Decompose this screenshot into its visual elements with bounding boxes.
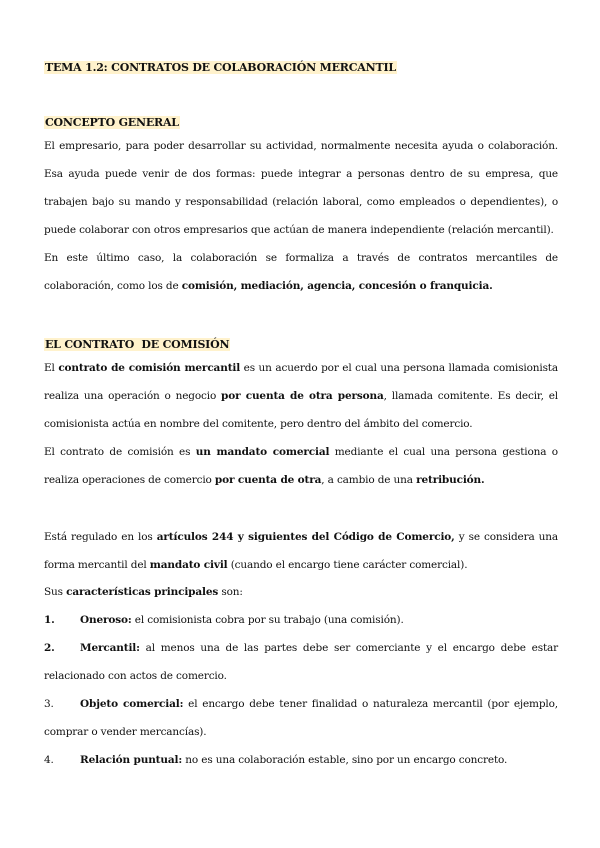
bold-run: un mandato comercial xyxy=(195,446,330,458)
list-item xyxy=(44,634,558,690)
bold-run: mandato civil xyxy=(149,559,228,571)
list-term: Relación puntual: xyxy=(80,754,183,766)
list-number: 4. xyxy=(44,754,54,766)
paragraph-comision-2 xyxy=(44,438,558,494)
list-item xyxy=(44,690,558,746)
bold-run: características principales xyxy=(66,586,219,598)
text-run: es un acuerdo por el cual una persona llamada comisionista realiza una operación o negocio xyxy=(44,362,558,402)
list-text: no es una colaboración estable, sino por un encargo concreto. xyxy=(182,754,508,766)
text-run: son: xyxy=(218,586,243,598)
text-run: Está regulado en los xyxy=(44,531,157,543)
list-item xyxy=(44,746,558,774)
bold-run: por cuenta de otra persona xyxy=(221,390,384,402)
list-number: 3. xyxy=(44,698,54,710)
list-number: 2. xyxy=(44,642,55,654)
paragraph-comision-1 xyxy=(44,354,558,438)
list-item xyxy=(44,606,558,634)
paragraph-concepto-1: El empresario, para poder desarrollar su actividad, normalmente necesita ayuda o colaboración. Esa ayuda puede venir de dos formas: puede integrar a personas dentro de su empresa, que trabajen bajo su mando y responsabilidad (relación laboral, como empleados o dependientes), o puede colaborar con otros empresarios que actúan de manera independiente (relación mercantil). xyxy=(44,140,558,236)
text-run: El contrato de comisión es xyxy=(44,446,196,458)
bold-run: comisión, mediación, agencia, concesión o franquicia. xyxy=(181,280,493,292)
text-run: El xyxy=(44,362,59,374)
paragraph-comision-3 xyxy=(44,523,558,579)
list-term: Objeto comercial: xyxy=(80,698,184,710)
text-run: mediante el cual una persona gestiona o realiza operaciones de comercio xyxy=(44,446,558,486)
document-title xyxy=(44,56,397,75)
list-text: el comisionista cobra por su trabajo (una comisión). xyxy=(131,614,404,626)
list-text: el encargo debe tener finalidad o naturaleza mercantil (por ejemplo, comprar o vender mercancías). xyxy=(44,698,558,738)
text-run: (cuando el encargo tiene carácter comercial). xyxy=(227,559,468,571)
list-text: al menos una de las partes debe ser comerciante y el encargo debe estar relacionado con actos de comercio. xyxy=(44,642,558,682)
paragraph-caracteristicas-intro xyxy=(44,578,558,606)
section-heading-comision xyxy=(44,333,230,352)
section-heading-concepto-text: CONCEPTO GENERAL xyxy=(45,116,179,129)
text-run: y se considera una forma mercantil del xyxy=(44,531,558,571)
bold-run: retribución. xyxy=(416,474,485,486)
list-term: Mercantil: xyxy=(80,642,140,654)
text-run: Sus xyxy=(44,586,67,598)
bold-run: artículos 244 y siguientes del Código de Comercio, xyxy=(156,531,455,543)
text-run: En este último caso, la colaboración se formaliza a través de contratos mercantiles de colaboración, como los de xyxy=(44,252,558,292)
section-heading-concepto xyxy=(44,111,180,130)
text-run: , llamada comitente. Es decir, el comisionista actúa en nombre del comitente, pero dentro del ámbito del comercio. xyxy=(44,390,558,430)
list-number: 1. xyxy=(44,614,55,626)
text-run: , a cambio de una xyxy=(321,474,417,486)
paragraph-concepto-2 xyxy=(44,244,558,300)
bold-run: contrato de comisión mercantil xyxy=(58,362,241,374)
document-title-text: TEMA 1.2: CONTRATOS DE COLABORACIÓN MERCANTIL xyxy=(45,61,396,74)
list-term: Oneroso: xyxy=(80,614,132,626)
section-heading-comision-text: EL CONTRATO DE COMISIÓN xyxy=(45,338,230,351)
bold-run: por cuenta de otra xyxy=(214,474,322,486)
